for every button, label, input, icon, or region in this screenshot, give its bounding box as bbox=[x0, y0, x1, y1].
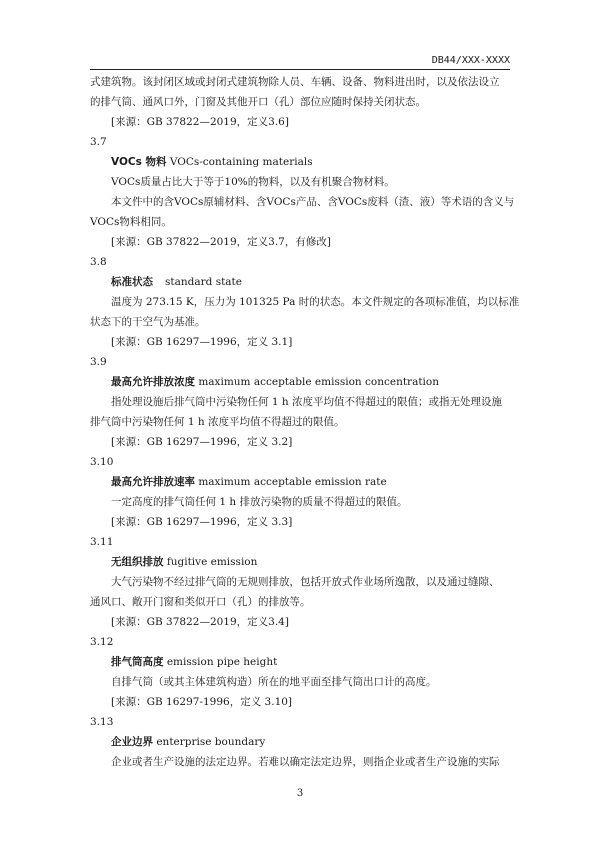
term-chinese: 最高允许排放浓度 bbox=[111, 376, 195, 388]
page-number: 3 bbox=[296, 788, 304, 799]
clause-number: 3.11 bbox=[90, 536, 114, 548]
clause-number: 3.13 bbox=[90, 716, 114, 728]
paragraph-line: 的排气筒、通风口外，门窗及其他开口（孔）部位应随时保持关闭状态。 bbox=[90, 96, 426, 108]
term-english: maximum acceptable emission rate bbox=[198, 476, 387, 488]
source-citation: [来源：GB 37822—2019，定义3.7，有修改] bbox=[111, 236, 331, 248]
clause-number: 3.10 bbox=[90, 456, 114, 468]
source-citation: [来源：GB 16297-1996，定义 3.10] bbox=[111, 696, 293, 708]
paragraph-line: VOCs物料相同。 bbox=[90, 216, 172, 228]
term-chinese: 企业边界 bbox=[111, 736, 153, 748]
clause-number: 3.9 bbox=[90, 356, 107, 368]
paragraph-line: 通风口、敞开门窗和类似开口（孔）的排放等。 bbox=[90, 596, 311, 608]
term-english: emission pipe height bbox=[166, 656, 278, 668]
paragraph-line: 排气筒中污染物任何 1 h 浓度平均值不得超过的限值。 bbox=[90, 416, 345, 428]
definition-line: 大气污染物不经过排气筒的无规则排放，包括开放式作业场所逸散，以及通过缝隙、 bbox=[111, 576, 500, 588]
term-heading bbox=[90, 152, 510, 172]
term-heading bbox=[90, 272, 510, 292]
source-citation: [来源：GB 37822—2019，定义3.6] bbox=[111, 116, 289, 128]
paragraph-line: 状态下的干空气为基准。 bbox=[90, 316, 206, 328]
clause-number: 3.7 bbox=[90, 136, 107, 148]
term-english: standard state bbox=[165, 276, 242, 288]
term-chinese: 无组织排放 bbox=[111, 556, 164, 568]
source-citation: [来源：GB 16297—1996，定义 3.2] bbox=[111, 436, 293, 448]
term-heading bbox=[90, 372, 510, 392]
term-english: fugitive emission bbox=[166, 556, 258, 568]
definition-line: VOCs质量占比大于等于10%的物料，以及有机聚合物材料。 bbox=[111, 176, 395, 188]
header-rule bbox=[90, 69, 510, 70]
term-chinese: 最高允许排放速率 bbox=[111, 476, 195, 488]
term-heading bbox=[90, 732, 510, 752]
definition-line: 企业或者生产设施的法定边界。若难以确定法定边界，则指企业或者生产设施的实际 bbox=[111, 756, 500, 768]
source-citation: [来源：GB 37822—2019，定义3.4] bbox=[111, 616, 289, 628]
term-chinese: 标准状态 bbox=[111, 276, 153, 288]
document-code: DB44/XXX-XXXX bbox=[431, 55, 510, 66]
term-heading bbox=[90, 652, 510, 672]
page-body bbox=[90, 72, 520, 772]
paragraph-line: 本文件中的含VOCs原辅材料、含VOCs产品、含VOCs废料（渣、液）等术语的含义与 bbox=[111, 196, 515, 208]
definition-line: 温度为 273.15 K，压力为 101325 Pa 时的状态。本文件规定的各项标准值，均以标准 bbox=[111, 296, 520, 308]
clause-number: 3.12 bbox=[90, 636, 114, 648]
definition-line: 一定高度的排气筒任何 1 h 排放污染物的质量不得超过的限值。 bbox=[111, 496, 408, 508]
term-chinese: VOCs 物料 bbox=[111, 156, 167, 168]
term-heading bbox=[90, 472, 510, 492]
paragraph-line: 式建筑物。该封闭区域或封闭式建筑物除人员、车辆、设备、物料进出时，以及依法设立 bbox=[90, 76, 500, 88]
clause-number: 3.8 bbox=[90, 256, 107, 268]
source-citation: [来源：GB 16297—1996，定义 3.1] bbox=[111, 336, 293, 348]
term-heading bbox=[90, 552, 510, 572]
term-chinese: 排气筒高度 bbox=[111, 656, 164, 668]
source-citation: [来源：GB 16297—1996，定义 3.3] bbox=[111, 516, 293, 528]
term-english: maximum acceptable emission concentration bbox=[198, 376, 439, 388]
definition-line: 自排气筒（或其主体建筑构造）所在的地平面至排气筒出口计的高度。 bbox=[111, 676, 437, 688]
definition-line: 指处理设施后排气筒中污染物任何 1 h 浓度平均值不得超过的限值；或指无处理设施 bbox=[111, 396, 502, 408]
term-english: enterprise boundary bbox=[156, 736, 266, 748]
term-english: VOCs-containing materials bbox=[169, 156, 313, 168]
